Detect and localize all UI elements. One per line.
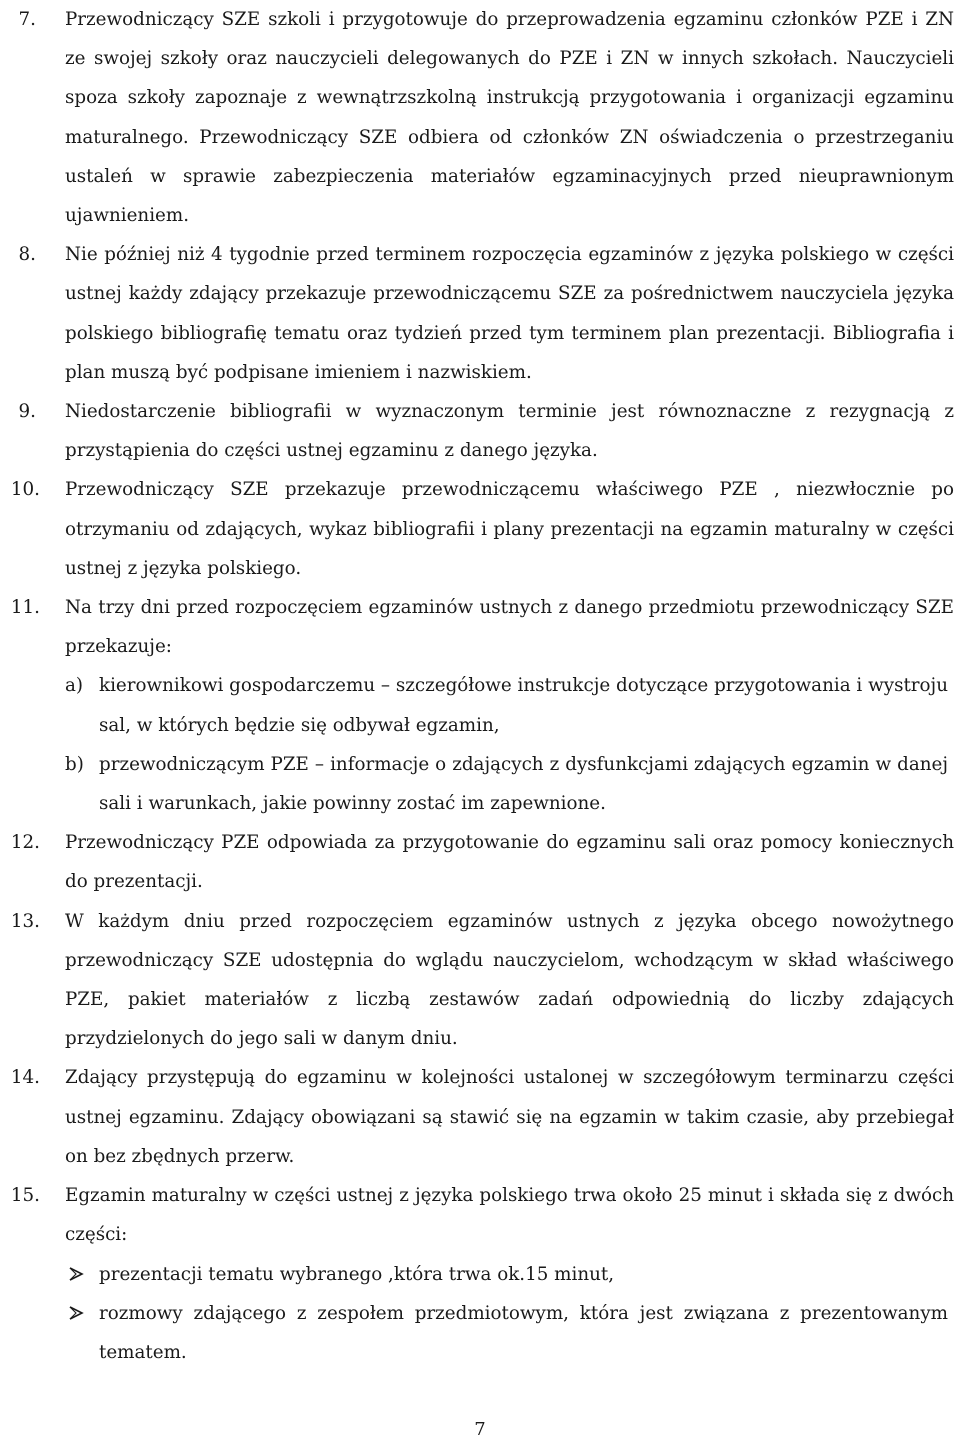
list-item-11 bbox=[0, 588, 960, 823]
list-item-10 bbox=[0, 470, 960, 588]
arrow-bullet-icon bbox=[68, 1305, 84, 1321]
item-text: Na trzy dni przed rozpoczęciem egzaminów ustnych z danego przedmiotu przewodniczący SZE przekazuje: bbox=[65, 597, 954, 658]
list-item-7 bbox=[0, 0, 960, 235]
sub-item-text: przewodniczącym PZE – informacje o zdających z dysfunkcjami zdających egzamin w danej sali i warunkach, jakie powinny zostać im zapewnione. bbox=[99, 753, 948, 815]
list-item-15 bbox=[0, 1176, 960, 1372]
sub-item-text: kierownikowi gospodarczemu – szczegółowe instrukcje dotyczące przygotowania i wystroju sal, w których będzie się odbywał egzamin, bbox=[99, 675, 948, 736]
list-item-8 bbox=[0, 235, 960, 392]
list-item-12 bbox=[0, 823, 960, 901]
sub-item-marker: a) bbox=[65, 675, 84, 697]
item-number: 13. bbox=[10, 910, 40, 932]
bullet-item bbox=[65, 1255, 954, 1294]
sub-item-b bbox=[65, 745, 954, 823]
item-text: W każdym dniu przed rozpoczęciem egzaminów ustnych z języka obcego nowożytnego przewodniczący SZE udostępnia do wglądu nauczycielom, wchodzącym w skład właściwego PZE, pakiet materiałów z liczbą zestawów zadań odpowiednią do liczby zdających przydzielonych do jego sali w danym dniu. bbox=[65, 910, 954, 1050]
item-text: Przewodniczący SZE szkoli i przygotowuje do przeprowadzenia egzaminu członków PZE i ZN ze swojej szkoły oraz nauczycieli delegowanych do PZE i ZN w innych szkołach. Nauczycieli spoza szkoły zapoznaje z wewnątrzszkolną instrukcją przygotowania i organizacji egzaminu maturalnego. Przewodniczący SZE odbiera od członków ZN oświadczenia o przestrzeganiu ustaleń w sprawie zabezpieczenia materiałów egzaminacyjnych przed nieuprawnionym ujawnieniem. bbox=[65, 9, 954, 227]
item-number: 15. bbox=[10, 1185, 40, 1207]
item-number: 7. bbox=[18, 9, 36, 30]
item-text: Przewodniczący PZE odpowiada za przygotowanie do egzaminu sali oraz pomocy koniecznych do prezentacji. bbox=[65, 832, 954, 893]
item-text: Egzamin maturalny w części ustnej z języka polskiego trwa około 25 minut i składa się z dwóch części: bbox=[65, 1185, 954, 1246]
item-text: Niedostarczenie bibliografii w wyznaczonym terminie jest równoznaczne z rezygnacją z przystąpienia do części ustnej egzaminu z danego języka. bbox=[65, 401, 954, 462]
item-number: 14. bbox=[10, 1067, 40, 1089]
item-number: 9. bbox=[18, 401, 36, 423]
list-item-9 bbox=[0, 392, 960, 470]
item-number: 12. bbox=[10, 832, 40, 854]
item-number: 11. bbox=[10, 597, 40, 619]
item-text: Przewodniczący SZE przekazuje przewodniczącemu właściwego PZE , niezwłocznie po otrzymaniu od zdających, wykaz bibliografii i plany prezentacji na egzamin maturalny w części ustnej z języka polskiego. bbox=[65, 479, 954, 579]
list-item-13 bbox=[0, 902, 960, 1059]
item-text: Zdający przystępują do egzaminu w kolejności ustalonej w szczegółowym terminarzu części ustnej egzaminu. Zdający obowiązani są stawić się na egzamin w takim czasie, aby przebiegał on bez zbędnych przerw. bbox=[65, 1067, 954, 1167]
bullet-text: rozmowy zdającego z zespołem przedmiotowym, która jest związana z prezentowanym tematem. bbox=[99, 1302, 948, 1363]
item-number: 8. bbox=[18, 244, 36, 266]
sub-item-a bbox=[65, 666, 954, 744]
item-number: 10. bbox=[10, 479, 40, 501]
item-text: Nie później niż 4 tygodnie przed terminem rozpoczęcia egzaminów z języka polskiego w części ustnej każdy zdający przekazuje przewodniczącemu SZE za pośrednictwem nauczyciela języka polskiego bibliografię tematu oraz tydzień przed tym terminem plan prezentacji. Bibliografia i plan muszą być podpisane imieniem i nazwiskiem. bbox=[65, 244, 954, 383]
bullet-item bbox=[65, 1294, 954, 1372]
list-item-14 bbox=[0, 1058, 960, 1176]
bullet-text: prezentacji tematu wybranego ,która trwa ok.15 minut, bbox=[99, 1263, 615, 1285]
sub-item-marker: b) bbox=[65, 753, 84, 775]
page-number: 7 bbox=[474, 1419, 486, 1440]
arrow-bullet-icon bbox=[68, 1266, 84, 1282]
